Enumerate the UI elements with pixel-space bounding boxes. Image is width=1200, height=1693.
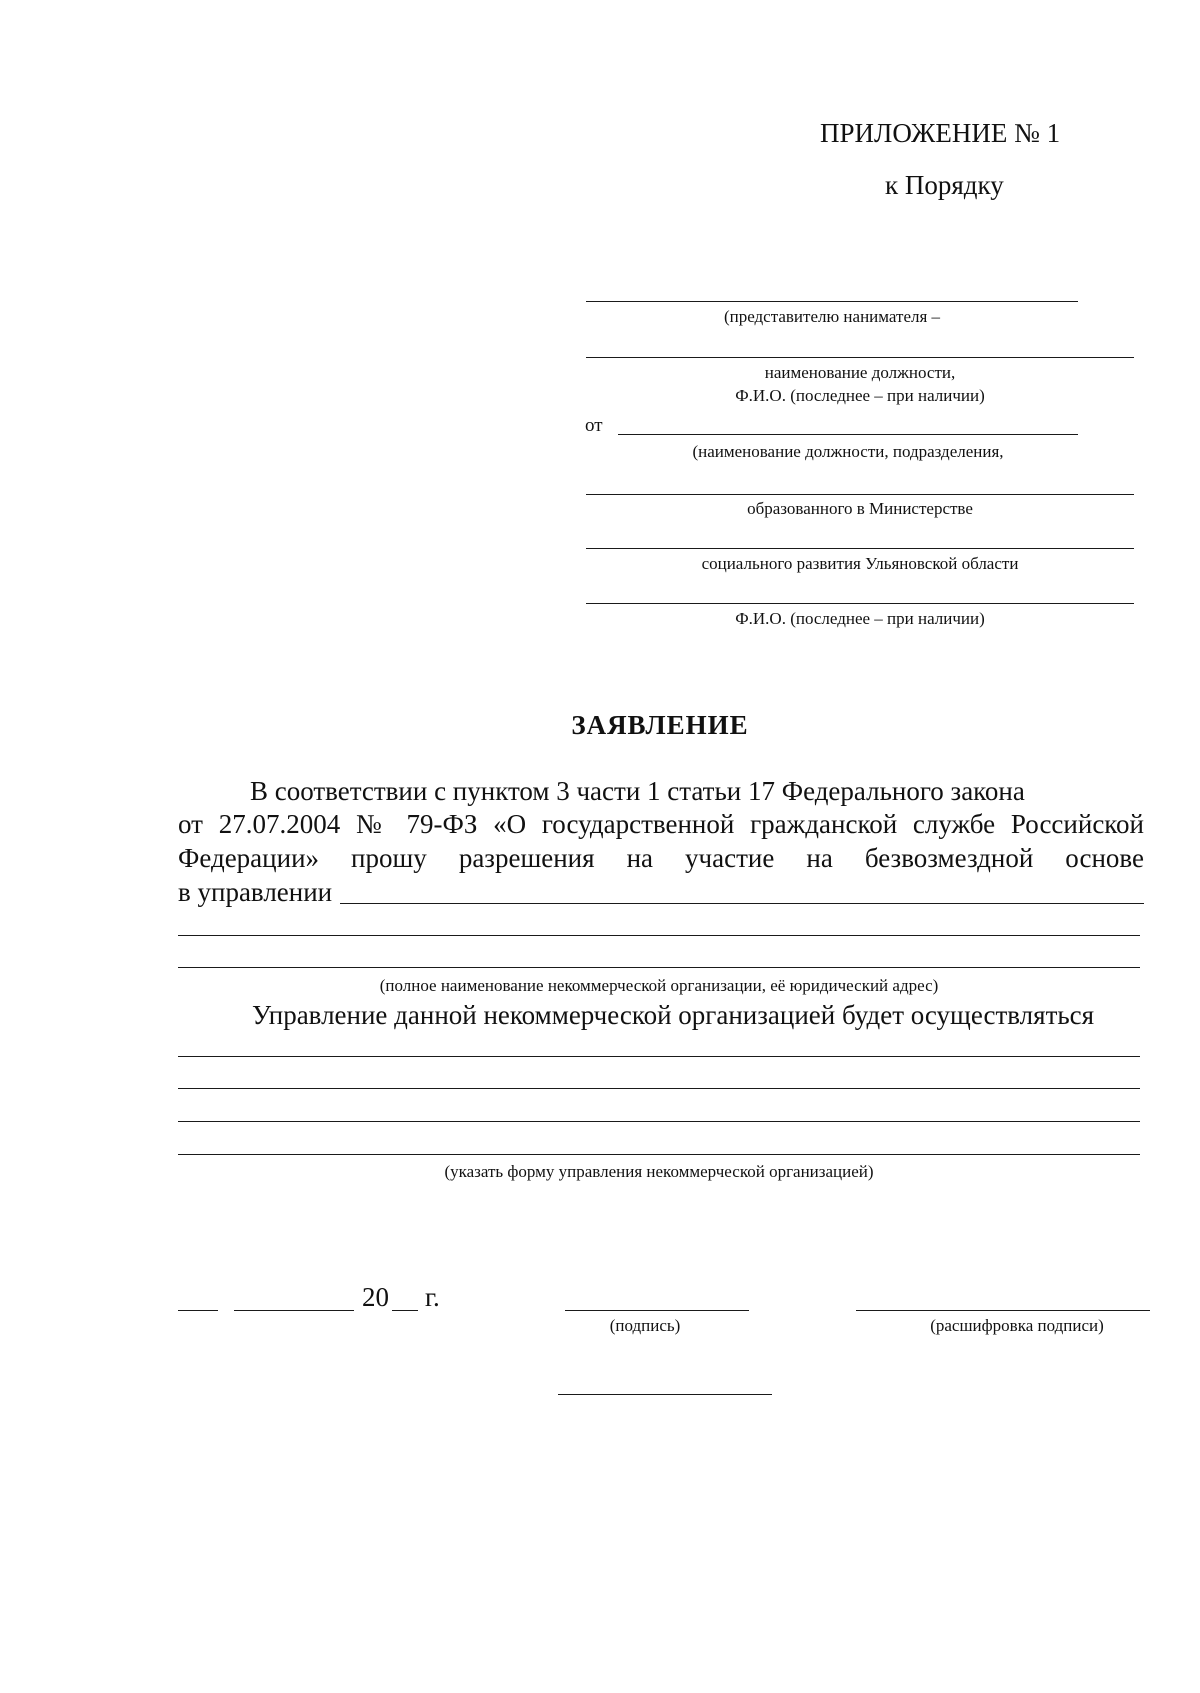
addressee-caption-6: социального развития Ульяновской области	[701, 554, 1019, 573]
statement-line-2: от 27.07.2004 № 79-ФЗ «О государственной гражданской службе Российской	[178, 809, 1144, 839]
addressee-caption-2: наименование должности,	[764, 363, 956, 382]
management-blank-2[interactable]	[178, 1088, 1140, 1089]
bottom-blank[interactable]	[558, 1394, 772, 1395]
addressee-blank-3[interactable]	[586, 494, 1134, 495]
management-blank-1[interactable]	[178, 1056, 1140, 1057]
addressee-caption-1: (представителю нанимателя –	[723, 307, 941, 326]
statement-heading: ЗАЯВЛЕНИЕ	[571, 710, 749, 740]
year-suffix: г.	[425, 1282, 440, 1312]
from-blank[interactable]	[618, 434, 1078, 435]
signature-blank[interactable]	[565, 1310, 749, 1311]
signature-caption: (подпись)	[609, 1316, 681, 1335]
appendix-subtitle: к Порядку	[885, 170, 1004, 200]
addressee-blank-5[interactable]	[586, 603, 1134, 604]
signature-decoding-blank[interactable]	[856, 1310, 1150, 1311]
date-year-blank[interactable]	[392, 1310, 418, 1311]
appendix-title: ПРИЛОЖЕНИЕ № 1	[820, 118, 1061, 148]
management-caption: (указать форму управления некоммерческой организацией)	[444, 1162, 874, 1181]
organization-blank-2[interactable]	[178, 935, 1140, 936]
date-month-blank[interactable]	[234, 1310, 354, 1311]
statement-line-4: в управлении	[178, 877, 333, 907]
organization-blank-1[interactable]	[340, 903, 1144, 904]
management-blank-4[interactable]	[178, 1154, 1140, 1155]
addressee-caption-3: Ф.И.О. (последнее – при наличии)	[735, 386, 985, 405]
addressee-blank-4[interactable]	[586, 548, 1134, 549]
management-blank-3[interactable]	[178, 1121, 1140, 1122]
management-line: Управление данной некоммерческой организацией будет осуществляться	[252, 1000, 1095, 1030]
addressee-caption-5: образованного в Министерстве	[747, 499, 973, 518]
organization-blank-3[interactable]	[178, 967, 1140, 968]
addressee-caption-4: (наименование должности, подразделения,	[692, 442, 1004, 461]
year-prefix: 20	[362, 1282, 389, 1312]
statement-line-3: Федерации» прошу разрешения на участие на безвозмездной основе	[178, 843, 1144, 873]
organization-caption: (полное наименование некоммерческой организации, её юридический адрес)	[379, 976, 939, 995]
from-label: от	[585, 415, 603, 436]
signature-decoding-caption: (расшифровка подписи)	[930, 1316, 1104, 1335]
addressee-blank-2[interactable]	[586, 357, 1134, 358]
statement-line-1: В соответствии с пунктом 3 части 1 статьи 17 Федерального закона	[250, 776, 1025, 806]
addressee-caption-7: Ф.И.О. (последнее – при наличии)	[735, 609, 985, 628]
date-day-blank[interactable]	[178, 1310, 218, 1311]
addressee-blank-1[interactable]	[586, 301, 1078, 302]
